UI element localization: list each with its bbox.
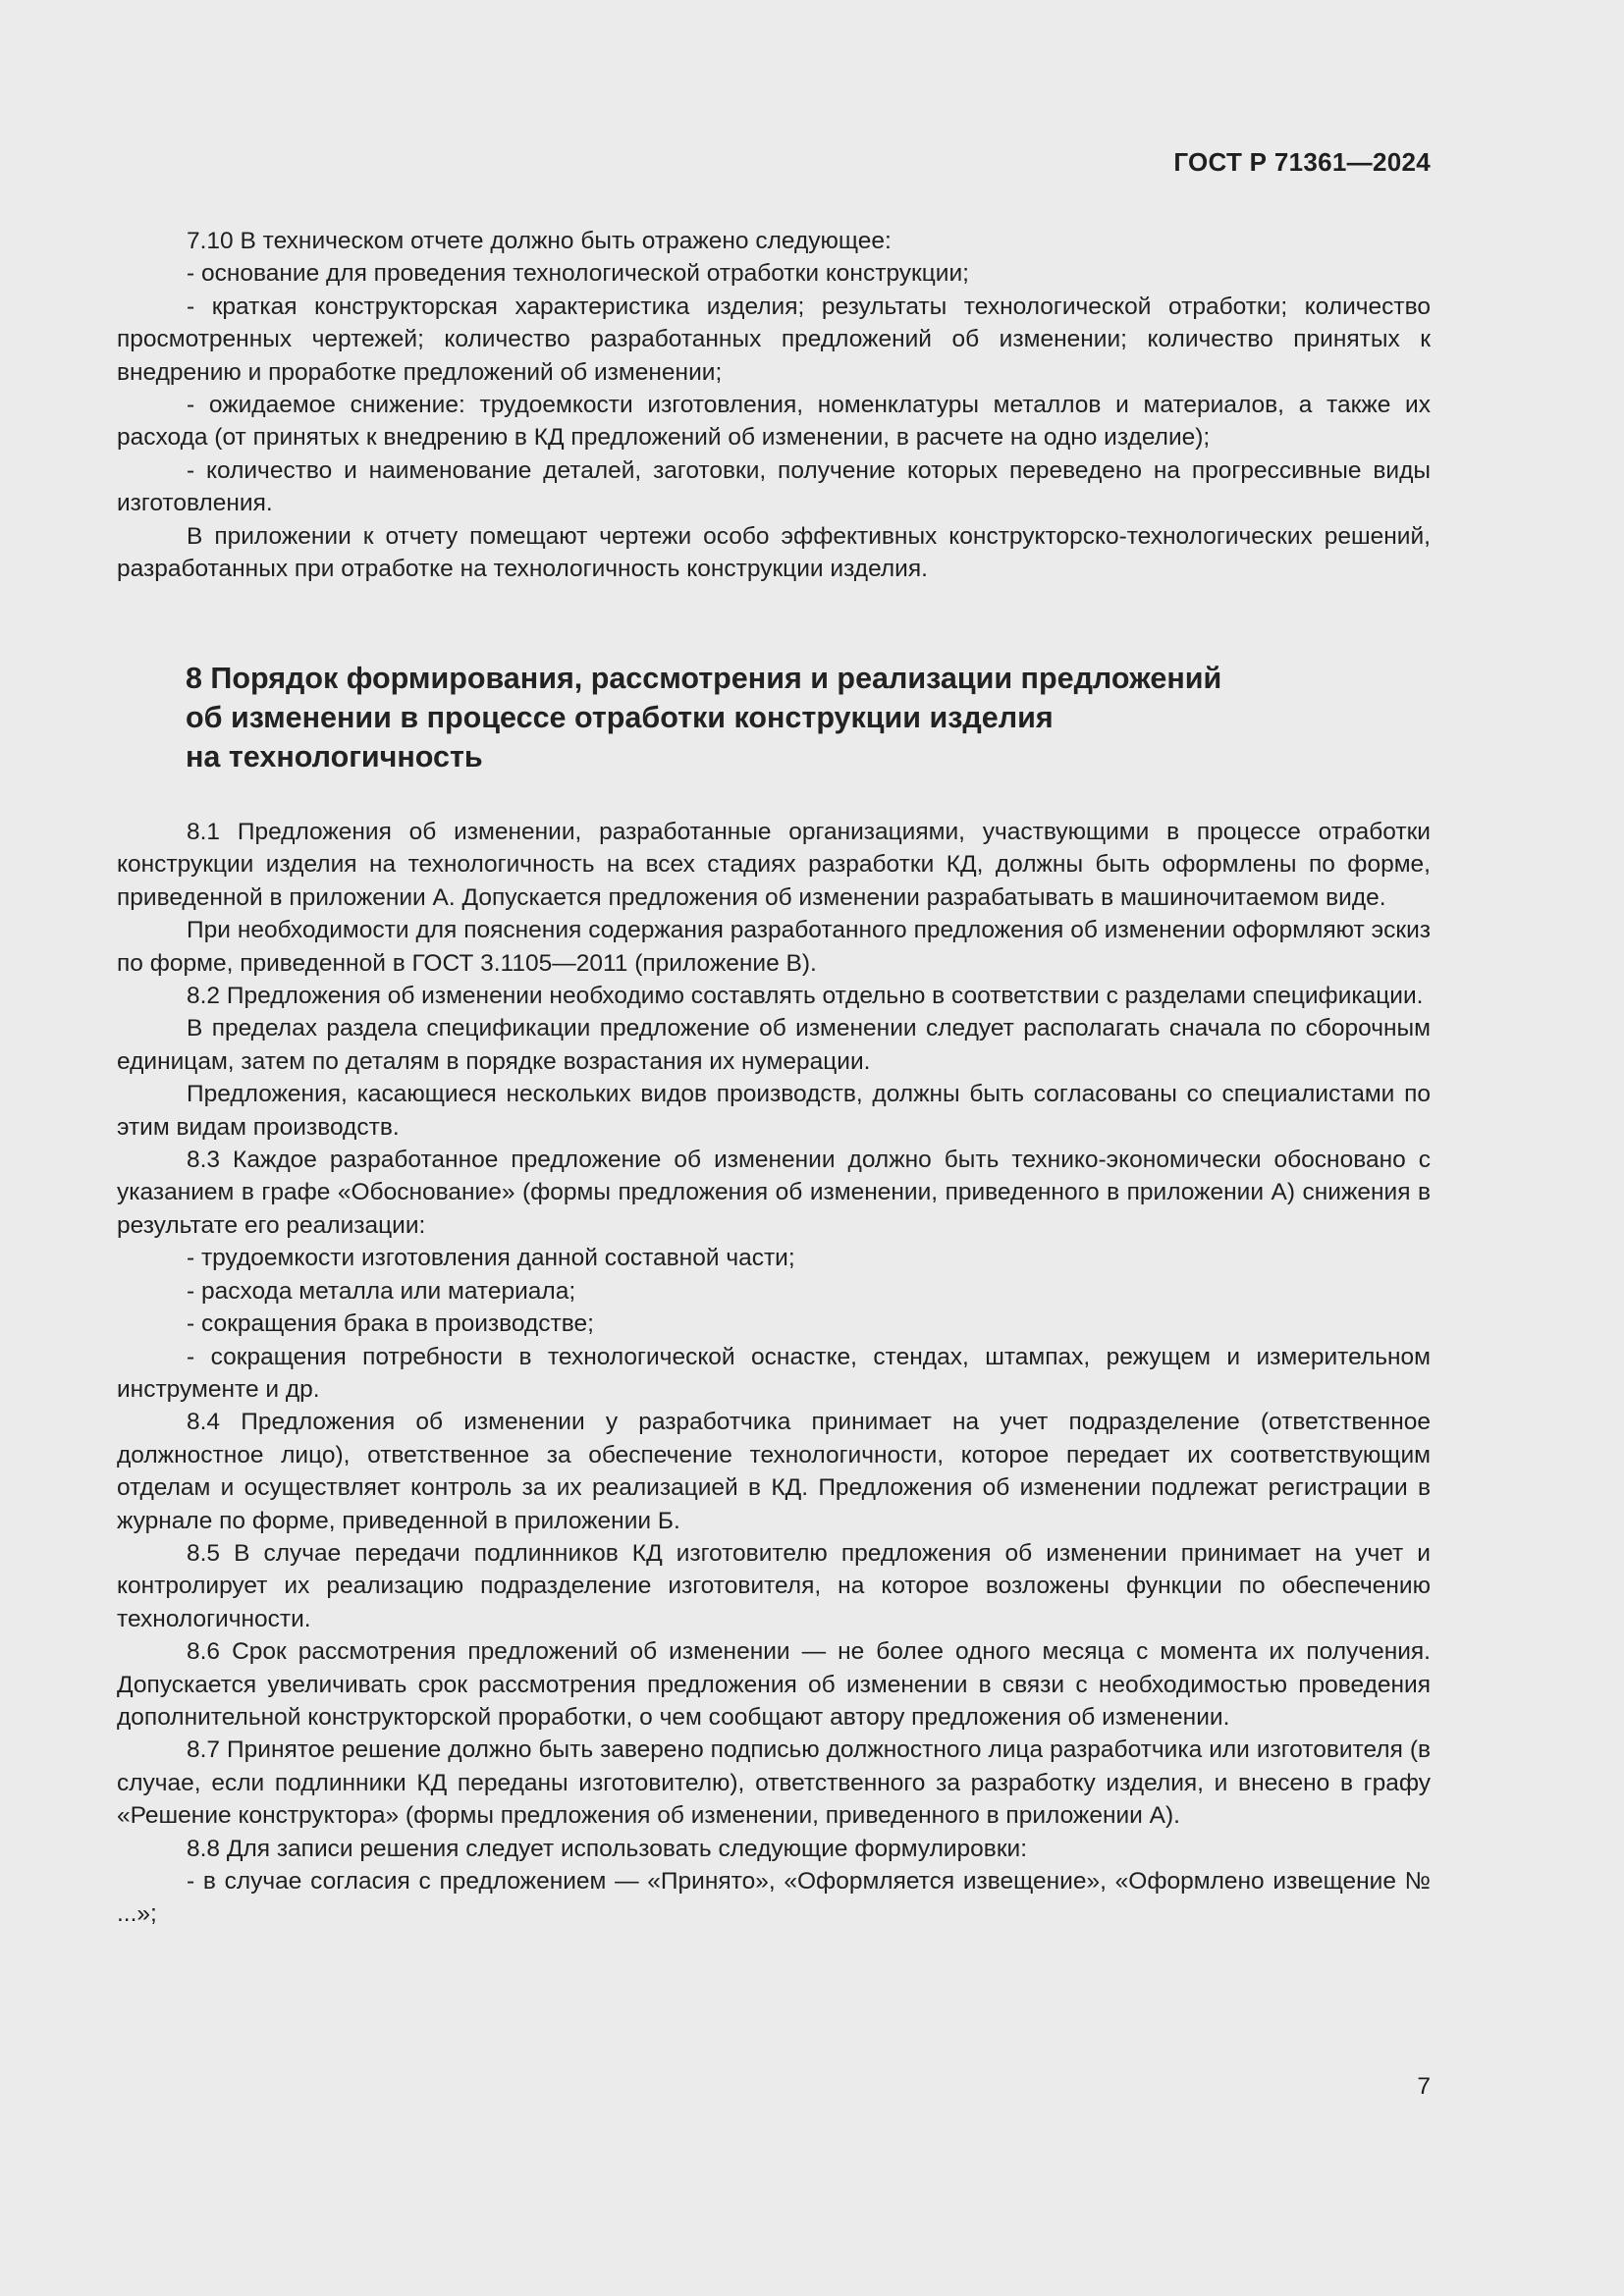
paragraph: 8.5 В случае передачи подлинников КД изготовителю предложения об изменении принимает на учет и контролирует их реализацию подразделение изготовителя, на которое возложены функции по обеспечению технологичности. (117, 1539, 1431, 1632)
paragraph: 8.8 Для записи решения следует использовать следующие формулировки: (187, 1835, 1028, 1862)
paragraph: В приложении к отчету помещают чертежи особо эффективных конструкторско-технологических решений, разработанных при отработке на технологичность конструкции изделия. (117, 522, 1431, 583)
list-item: - расхода металла или материала; (187, 1277, 576, 1305)
list-item: - краткая конструкторская характеристика изделия; результаты технологической отработки; количество просмотренных чертежей; количество разработанных предложений об изменении; количество принятых к внедрению и проработке предложений об изменении; (117, 293, 1431, 386)
paragraph: 8.4 Предложения об изменении у разработчика принимает на учет подразделение (ответственное должностное лицо), ответственное за обеспечение технологичности, которое передает их соответствующим отделам и осуществляет контроль за их реализацией в КД. Предложения об изменении подлежат регистрации в журнале по форме, приведенной в приложении Б. (117, 1409, 1431, 1534)
list-item: - сокращения брака в производстве; (187, 1310, 594, 1338)
paragraph: 8.7 Принятое решение должно быть заверено подписью должностного лица разработчика или изготовителя (в случае, если подлинники КД переданы изготовителю), ответственного за разработку изделия, и внесено в графу «Решение конструктора» (формы предложения об изменении, приведенного в приложении А). (117, 1736, 1431, 1830)
list-item: - количество и наименование деталей, заготовки, получение которых переведено на прогрессивные виды изготовления. (117, 456, 1431, 517)
section-8-title (186, 659, 1344, 776)
list-item: - основание для проведения технологической отработки конструкции; (187, 260, 969, 288)
paragraph: Предложения, касающиеся нескольких видов производств, должны быть согласованы со специалистами по этим видам производств. (117, 1081, 1431, 1141)
list-item: - сокращения потребности в технологической оснастке, стендах, штампах, режущем и измерительном инструменте и др. (117, 1343, 1431, 1403)
paragraph: 8.3 Каждое разработанное предложение об изменении должно быть технико-экономически обосновано с указанием в графе «Обоснование» (формы предложения об изменении, приведенного в приложении А) снижения в результате его реализации: (117, 1147, 1431, 1239)
clause-7-10-block (117, 225, 1431, 585)
page-number: 7 (1417, 2073, 1431, 2100)
section-title-line: об изменении в процессе отработки конструкции изделия (186, 701, 1054, 734)
paragraph: 8.2 Предложения об изменении необходимо составлять отдельно в соответствии с разделами спецификации. (187, 983, 1424, 1010)
document-code-header: ГОСТ Р 71361—2024 (1173, 147, 1431, 177)
paragraph: При необходимости для пояснения содержания разработанного предложения об изменении оформляют эскиз по форме, приведенной в ГОСТ 3.1105—2011 (приложение В). (117, 917, 1431, 977)
section-title-line: 8 Порядок формирования, рассмотрения и реализации предложений (186, 662, 1222, 695)
section-8-body (117, 816, 1431, 1931)
section-title-line: на технологичность (186, 740, 483, 774)
list-item: - трудоемкости изготовления данной составной части; (187, 1245, 795, 1272)
paragraph: 7.10 В техническом отчете должно быть отражено следующее: (187, 228, 892, 254)
list-item: - ожидаемое снижение: трудоемкости изготовления, номенклатуры металлов и материалов, а также их расхода (от принятых к внедрению в КД предложений об изменении, в расчете на одно изделие); (117, 392, 1431, 452)
paragraph: 8.6 Срок рассмотрения предложений об изменении — не более одного месяца с момента их получения. Допускается увеличивать срок рассмотрения предложения об изменении в связи с необходимостью проведения дополнительной конструкторской проработки, о чем сообщают автору предложения об изменении. (117, 1638, 1431, 1731)
list-item: - в случае согласия с предложением — «Принято», «Оформляется извещение», «Оформлено извещение № ...»; (117, 1868, 1431, 1928)
paragraph: В пределах раздела спецификации предложение об изменении следует располагать сначала по сборочным единицам, затем по деталям в порядке возрастания их нумерации. (117, 1015, 1431, 1075)
paragraph: 8.1 Предложения об изменении, разработанные организациями, участвующими в процессе отработки конструкции изделия на технологичность на всех стадиях разработки КД, должны быть оформлены по форме, приведенной в приложении А. Допускается предложения об изменении разрабатывать в машиночитаемом виде. (117, 819, 1431, 911)
